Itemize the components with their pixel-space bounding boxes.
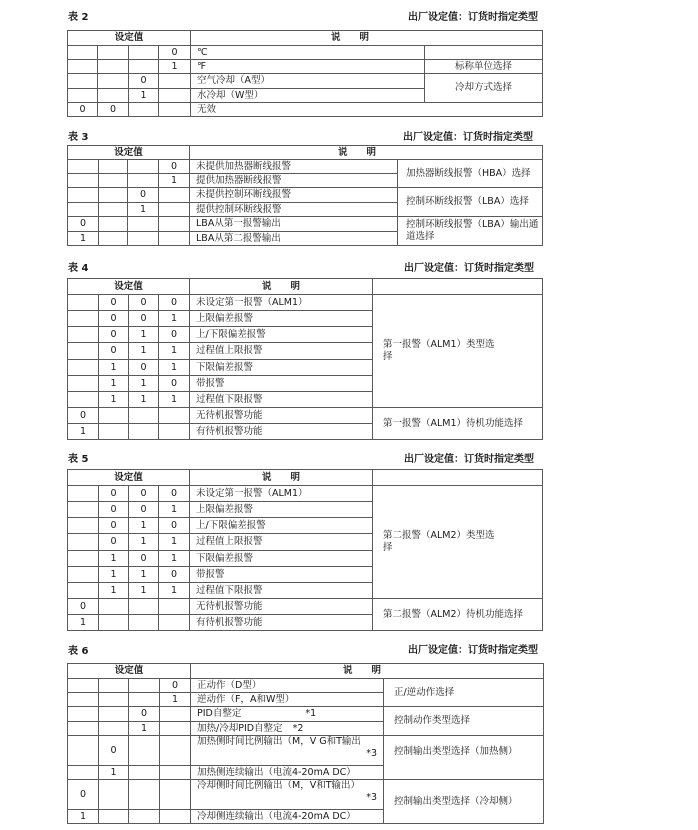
setting-digit-2: 0 xyxy=(129,360,159,376)
setting-digit-1: 1 xyxy=(159,174,190,188)
table-5-factory-default: 出厂设定值：订货时指定类型 xyxy=(404,454,534,465)
setting-digit-3 xyxy=(98,89,129,103)
setting-digit-1: 0 xyxy=(160,679,191,693)
setting-digit-3 xyxy=(98,46,129,60)
setting-digit-2: 1 xyxy=(129,376,159,392)
table-row xyxy=(68,46,543,60)
row-description: 下限偏差报警 xyxy=(190,360,373,376)
setting-digit-1 xyxy=(160,810,191,824)
setting-digit-2: 1 xyxy=(129,343,159,360)
row-description: 上/下限偏差报警 xyxy=(190,327,373,343)
setting-digit-4 xyxy=(68,376,99,392)
row-description: 过程值下限报警 xyxy=(190,583,373,599)
setting-digit-3: 1 xyxy=(99,551,129,567)
row-description: 过程值下限报警 xyxy=(190,392,373,408)
table-row xyxy=(68,217,543,232)
description-text: PID自整定 xyxy=(197,708,242,719)
setting-digit-3 xyxy=(99,679,129,693)
setting-digit-1 xyxy=(159,89,191,103)
setting-digit-1 xyxy=(159,408,190,424)
setting-digit-1: 0 xyxy=(159,486,190,502)
setting-digit-4 xyxy=(68,360,99,376)
setting-digit-3: 1 xyxy=(99,376,129,392)
setting-digit-1: 1 xyxy=(159,392,190,408)
setting-digit-1 xyxy=(160,722,191,736)
table-3-title: 表 3 xyxy=(68,132,89,143)
setting-digit-4 xyxy=(68,174,99,188)
group-label: 控制输出类型选择（冷却侧） xyxy=(384,780,544,824)
setting-digit-1 xyxy=(160,736,191,766)
setting-digit-4 xyxy=(68,766,99,780)
group-label: 加热器断线报警（HBA）选择 xyxy=(398,160,543,188)
group-header-empty xyxy=(373,279,543,295)
setting-digit-4 xyxy=(68,188,99,203)
setting-digit-3: 0 xyxy=(99,736,129,766)
setting-digit-2 xyxy=(128,232,159,246)
setting-digit-1: 1 xyxy=(159,343,190,360)
setting-digit-1: 1 xyxy=(159,360,190,376)
setting-digit-1 xyxy=(159,615,190,631)
table-row xyxy=(68,486,543,502)
setting-digit-3 xyxy=(99,424,129,440)
setting-digit-3: 0 xyxy=(99,502,129,518)
group-label: 正/逆动作选择 xyxy=(384,679,544,707)
setting-digit-2 xyxy=(129,693,160,707)
description-header: 说 明 xyxy=(190,470,373,486)
setting-digit-1: 1 xyxy=(159,534,190,551)
setting-digit-3 xyxy=(99,232,128,246)
row-description: 下限偏差报警 xyxy=(190,551,373,567)
setting-digit-1 xyxy=(159,232,190,246)
setting-digit-3: 0 xyxy=(99,295,129,311)
setting-digit-3: 1 xyxy=(99,360,129,376)
setting-digit-4 xyxy=(68,203,99,217)
description-text: 加热/冷却PID自整定 xyxy=(197,722,283,734)
description-header: 说 明 xyxy=(191,664,544,679)
setting-digit-2 xyxy=(129,60,159,74)
group-label: 冷却方式选择 xyxy=(425,74,543,103)
row-description: 加热侧连续输出（电流4-20mA DC） xyxy=(191,766,384,780)
setting-digit-3: 0 xyxy=(99,486,129,502)
setting-digit-1 xyxy=(159,74,191,89)
table-row xyxy=(68,780,544,810)
setting-digit-2 xyxy=(129,679,160,693)
setting-header: 设定值 xyxy=(68,146,190,160)
setting-digit-2 xyxy=(129,46,159,60)
row-description: 无待机报警功能 xyxy=(190,408,373,424)
group-label: 控制环断线报警（LBA）输出通道选择 xyxy=(398,217,543,246)
setting-digit-2 xyxy=(129,615,159,631)
setting-digit-4 xyxy=(68,74,98,89)
setting-digit-2: 1 xyxy=(129,89,159,103)
setting-digit-4: 1 xyxy=(68,615,99,631)
table-row xyxy=(68,295,543,311)
row-description: 带报警 xyxy=(190,567,373,583)
setting-digit-2: 1 xyxy=(129,518,159,534)
description-header: 说 明 xyxy=(191,31,543,46)
setting-digit-3: 1 xyxy=(99,583,129,599)
setting-digit-2 xyxy=(129,736,160,766)
table-5 xyxy=(67,469,543,631)
setting-digit-4 xyxy=(68,392,99,408)
footnote-mark: *3 xyxy=(366,748,378,759)
setting-digit-2: 0 xyxy=(129,295,159,311)
setting-digit-1 xyxy=(159,103,191,117)
setting-digit-2 xyxy=(129,599,159,615)
setting-digit-3: 1 xyxy=(99,766,129,780)
setting-digit-4 xyxy=(68,311,99,327)
setting-digit-3: 1 xyxy=(99,567,129,583)
setting-digit-1 xyxy=(160,707,191,722)
setting-digit-2: 0 xyxy=(129,502,159,518)
footnote-mark: *1 xyxy=(305,708,317,719)
table-row xyxy=(68,599,543,615)
setting-digit-4: 0 xyxy=(68,217,99,232)
row-description: 上限偏差报警 xyxy=(190,502,373,518)
setting-digit-3: 1 xyxy=(99,392,129,408)
setting-digit-1: 1 xyxy=(159,551,190,567)
table-row xyxy=(68,736,544,766)
setting-digit-3: 0 xyxy=(99,311,129,327)
setting-digit-3: 0 xyxy=(99,327,129,343)
setting-digit-3: 0 xyxy=(99,343,129,360)
group-label: 第二报警（ALM2）类型选择 xyxy=(373,486,543,599)
table-6 xyxy=(67,663,544,824)
row-description: 上限偏差报警 xyxy=(190,311,373,327)
setting-digit-2: 1 xyxy=(129,567,159,583)
row-description: 正动作（D型） xyxy=(191,679,384,693)
setting-digit-3 xyxy=(99,780,129,810)
group-label: 控制输出类型选择（加热侧） xyxy=(384,736,544,780)
setting-digit-3 xyxy=(99,615,129,631)
table-row xyxy=(68,707,544,722)
description-text: 加热侧时间比例输出（M，V G和T输出 xyxy=(197,736,361,747)
group-label: 第一报警（ALM1）待机功能选择 xyxy=(373,408,543,440)
setting-digit-2: 1 xyxy=(129,392,159,408)
row-description: 无待机报警功能 xyxy=(190,599,373,615)
row-description: LBA从第一报警输出 xyxy=(190,217,398,232)
setting-digit-4 xyxy=(68,46,98,60)
setting-digit-2: 1 xyxy=(129,722,160,736)
setting-digit-2 xyxy=(128,217,159,232)
setting-digit-2: 0 xyxy=(129,74,159,89)
setting-digit-1: 0 xyxy=(159,295,190,311)
setting-digit-3 xyxy=(99,188,128,203)
row-description: ℃ xyxy=(191,46,425,60)
table-row xyxy=(68,188,543,203)
setting-digit-1 xyxy=(159,599,190,615)
setting-digit-1 xyxy=(159,217,190,232)
setting-digit-2 xyxy=(128,174,159,188)
row-description: 空气冷却（A型） xyxy=(191,74,425,89)
table-row xyxy=(68,103,543,117)
setting-digit-3: 0 xyxy=(99,518,129,534)
setting-digit-1: 1 xyxy=(159,311,190,327)
row-description xyxy=(191,780,384,810)
table-2-factory-default: 出厂设定值：订货时指定类型 xyxy=(408,12,538,23)
setting-digit-4 xyxy=(68,89,98,103)
setting-digit-4: 1 xyxy=(68,810,99,824)
setting-digit-4: 0 xyxy=(68,103,98,117)
setting-digit-1 xyxy=(159,188,190,203)
row-description: 未设定第一报警（ALM1） xyxy=(190,486,373,502)
setting-digit-4 xyxy=(68,295,99,311)
setting-digit-2: 0 xyxy=(128,188,159,203)
row-description: 上/下限偏差报警 xyxy=(190,518,373,534)
row-description: 无效 xyxy=(191,103,543,117)
table-row xyxy=(68,160,543,174)
row-description: 过程值上限报警 xyxy=(190,534,373,551)
setting-digit-1: 1 xyxy=(159,583,190,599)
setting-digit-4 xyxy=(68,722,99,736)
table-2-title: 表 2 xyxy=(68,12,89,23)
setting-digit-1 xyxy=(160,766,191,780)
setting-digit-1: 0 xyxy=(159,376,190,392)
row-description: 提供加热器断线报警 xyxy=(190,174,398,188)
setting-digit-2: 1 xyxy=(129,583,159,599)
setting-digit-1: 1 xyxy=(159,502,190,518)
table-row xyxy=(68,60,543,74)
setting-digit-2 xyxy=(129,766,160,780)
setting-digit-3 xyxy=(99,203,128,217)
setting-digit-1: 0 xyxy=(159,160,190,174)
setting-digit-4 xyxy=(68,160,99,174)
setting-digit-4 xyxy=(68,567,99,583)
setting-digit-1 xyxy=(160,780,191,810)
setting-digit-4 xyxy=(68,736,99,766)
setting-digit-4: 1 xyxy=(68,232,99,246)
table-5-title: 表 5 xyxy=(68,454,89,465)
group-label: 第一报警（ALM1）类型选择 xyxy=(373,295,543,408)
row-description: 有待机报警功能 xyxy=(190,424,373,440)
row-description: 逆动作（F，A和W型） xyxy=(191,693,384,707)
table-row xyxy=(68,679,544,693)
setting-digit-3 xyxy=(99,174,128,188)
setting-digit-4 xyxy=(68,693,99,707)
setting-digit-2: 0 xyxy=(129,486,159,502)
row-description: 未设定第一报警（ALM1） xyxy=(190,295,373,311)
setting-digit-4 xyxy=(68,60,98,74)
setting-digit-1: 1 xyxy=(160,693,191,707)
setting-digit-3 xyxy=(99,408,129,424)
setting-digit-2 xyxy=(129,408,159,424)
row-description xyxy=(191,707,384,722)
row-description: 未提供控制环断线报警 xyxy=(190,188,398,203)
description-header: 说 明 xyxy=(190,146,543,160)
description-header: 说 明 xyxy=(190,279,373,295)
setting-header: 设定值 xyxy=(68,664,191,679)
row-description: ℉ xyxy=(191,60,425,74)
setting-digit-4 xyxy=(68,486,99,502)
setting-digit-2 xyxy=(129,103,159,117)
group-label: 第二报警（ALM2）待机功能选择 xyxy=(373,599,543,631)
setting-digit-4 xyxy=(68,518,99,534)
table-4 xyxy=(67,278,543,440)
setting-digit-3 xyxy=(99,160,128,174)
setting-digit-1 xyxy=(159,203,190,217)
table-2 xyxy=(67,30,543,117)
group-header-empty xyxy=(373,470,543,486)
setting-digit-2 xyxy=(129,780,160,810)
setting-digit-3 xyxy=(99,810,129,824)
setting-digit-2 xyxy=(128,160,159,174)
setting-digit-4 xyxy=(68,327,99,343)
footnote-mark: *3 xyxy=(366,792,378,803)
setting-digit-4 xyxy=(68,583,99,599)
setting-digit-4 xyxy=(68,343,99,360)
setting-digit-3 xyxy=(99,707,129,722)
setting-digit-3 xyxy=(99,217,128,232)
setting-digit-3: 0 xyxy=(99,534,129,551)
setting-digit-4: 1 xyxy=(68,424,99,440)
setting-digit-3 xyxy=(98,60,129,74)
setting-digit-4: 0 xyxy=(68,780,99,810)
setting-header: 设定值 xyxy=(68,470,190,486)
setting-digit-2: 0 xyxy=(129,707,160,722)
setting-digit-4: 0 xyxy=(68,408,99,424)
setting-digit-3 xyxy=(98,74,129,89)
row-description: LBA从第二报警输出 xyxy=(190,232,398,246)
table-6-factory-default: 出厂设定值：订货时指定类型 xyxy=(408,645,538,656)
row-description xyxy=(191,736,384,766)
row-description: 未提供加热器断线报警 xyxy=(190,160,398,174)
table-4-title: 表 4 xyxy=(68,263,89,274)
setting-digit-3 xyxy=(99,693,129,707)
setting-digit-2: 1 xyxy=(128,203,159,217)
row-description: 有待机报警功能 xyxy=(190,615,373,631)
group-label: 控制动作类型选择 xyxy=(384,707,544,736)
setting-digit-3: 0 xyxy=(98,103,129,117)
table-3 xyxy=(67,145,543,246)
setting-digit-4: 0 xyxy=(68,599,99,615)
group-label: 标称单位选择 xyxy=(425,60,543,74)
setting-header: 设定值 xyxy=(68,279,190,295)
setting-digit-2 xyxy=(129,424,159,440)
setting-digit-3 xyxy=(99,722,129,736)
setting-digit-4 xyxy=(68,534,99,551)
row-description: 带报警 xyxy=(190,376,373,392)
footnote-mark: *2 xyxy=(292,722,304,734)
row-description: 提供控制环断线报警 xyxy=(190,203,398,217)
setting-digit-1: 0 xyxy=(159,327,190,343)
group-label: 控制环断线报警（LBA）选择 xyxy=(398,188,543,217)
description-text: 冷却侧时间比例输出（M，V和T输出） xyxy=(197,780,361,791)
group-cell-empty xyxy=(425,46,543,60)
setting-digit-1: 0 xyxy=(159,46,191,60)
table-3-factory-default: 出厂设定值：订货时指定类型 xyxy=(403,132,533,143)
setting-digit-1: 0 xyxy=(159,518,190,534)
row-description: 水冷却（W型） xyxy=(191,89,425,103)
setting-header: 设定值 xyxy=(68,31,191,46)
setting-digit-2: 1 xyxy=(129,327,159,343)
row-description xyxy=(191,722,384,736)
setting-digit-4 xyxy=(68,551,99,567)
setting-digit-3 xyxy=(99,599,129,615)
row-description: 过程值上限报警 xyxy=(190,343,373,360)
setting-digit-1: 1 xyxy=(159,60,191,74)
setting-digit-4 xyxy=(68,502,99,518)
setting-digit-2 xyxy=(129,810,160,824)
table-6-title: 表 6 xyxy=(68,646,89,657)
table-row xyxy=(68,408,543,424)
table-row xyxy=(68,74,543,89)
setting-digit-1 xyxy=(159,424,190,440)
row-description: 冷却侧连续输出（电流4-20mA DC） xyxy=(191,810,384,824)
setting-digit-4 xyxy=(68,707,99,722)
setting-digit-4 xyxy=(68,679,99,693)
setting-digit-2: 1 xyxy=(129,534,159,551)
setting-digit-2: 0 xyxy=(129,311,159,327)
table-4-factory-default: 出厂设定值：订货时指定类型 xyxy=(404,263,534,274)
setting-digit-1: 0 xyxy=(159,567,190,583)
setting-digit-2: 0 xyxy=(129,551,159,567)
